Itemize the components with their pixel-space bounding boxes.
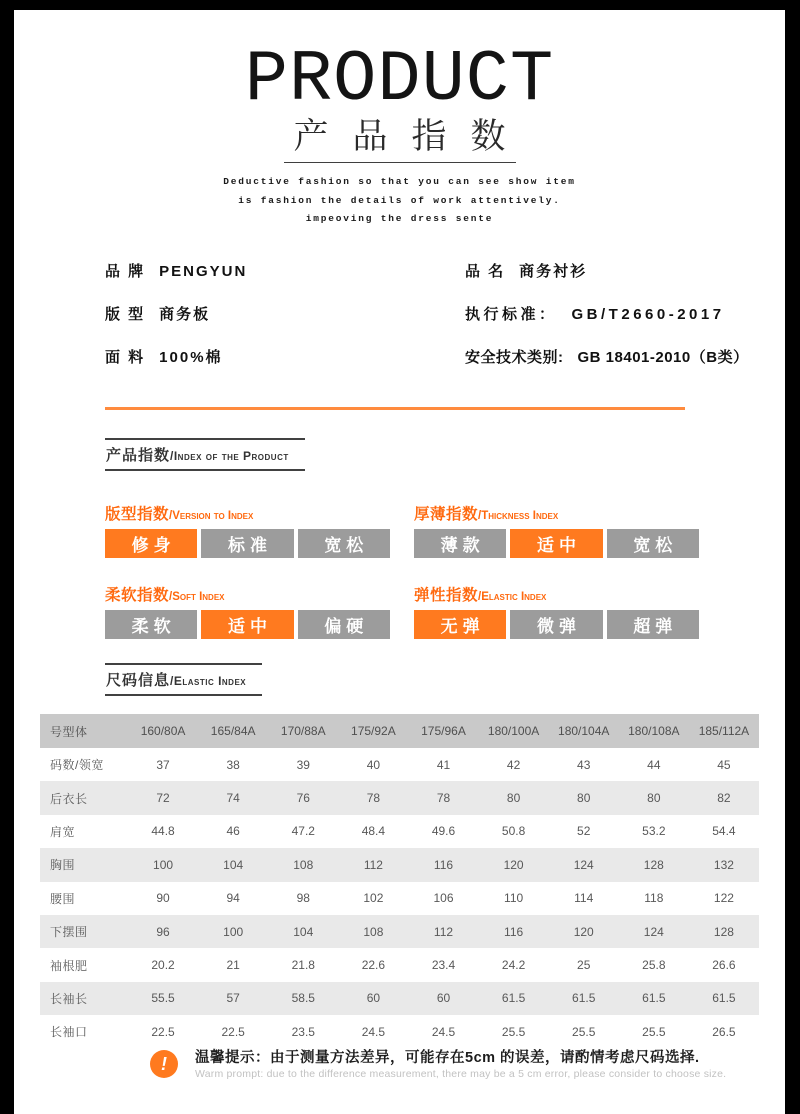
table-row-label: 胸围: [50, 858, 76, 873]
info-label: 执行标准：: [465, 306, 558, 323]
tagline-line: is fashion the details of work attentively.: [238, 194, 561, 206]
table-cell: 100: [223, 924, 244, 939]
table-cell: 61.5: [642, 991, 666, 1006]
table-cell: 116: [504, 924, 524, 939]
index-label: [105, 502, 390, 523]
index-label: [414, 502, 699, 523]
table-cell: 25: [577, 958, 591, 973]
index-block-2: [105, 583, 390, 639]
size-table-header-cell: 160/80A: [140, 724, 186, 738]
info-value: GB 18401-2010（B类）: [577, 349, 749, 366]
size-table-header-cell: 175/92A: [351, 724, 396, 738]
index-block-3: [414, 583, 699, 639]
table-cell: 25.5: [642, 1024, 666, 1039]
product-info-right: [465, 260, 749, 389]
tagline-line: impeoving the dress sente: [305, 213, 494, 224]
orange-divider: [105, 407, 685, 410]
index-grid: [105, 502, 699, 639]
table-cell: 47.2: [291, 824, 315, 839]
table-cell: 76: [296, 791, 310, 806]
table-cell: 42: [506, 757, 521, 772]
table-cell: 90: [156, 891, 170, 906]
section-header-size-info: [105, 663, 262, 696]
table-cell: 22.5: [221, 1024, 245, 1039]
table-cell: 72: [156, 791, 170, 806]
index-option-active: 适中: [510, 529, 602, 558]
table-cell: 48.4: [361, 824, 386, 839]
table-cell: 104: [223, 857, 244, 872]
table-cell: 120: [503, 857, 524, 872]
table-cell: 100: [153, 857, 174, 872]
index-bar-group: [105, 610, 390, 639]
table-cell: 41: [436, 757, 451, 772]
table-cell: 37: [156, 757, 170, 772]
table-row: [40, 815, 759, 848]
table-cell: 23.5: [291, 1024, 315, 1039]
size-table-header-row: [40, 714, 759, 748]
table-cell: 50.8: [501, 824, 526, 839]
table-row-label: 后衣长: [50, 791, 88, 806]
table-cell: 80: [647, 791, 661, 806]
table-row-label: 长袖长: [50, 991, 88, 1006]
table-cell: 26.6: [712, 958, 736, 973]
section-header-product-index: [105, 438, 305, 471]
table-cell: 94: [226, 891, 240, 906]
index-option: 标准: [201, 529, 293, 558]
table-cell: 25.8: [642, 958, 666, 973]
table-cell: 39: [296, 757, 310, 772]
size-table-header-label: 号型体: [50, 724, 88, 739]
index-option: 宽松: [298, 529, 390, 558]
info-row-fabric: [105, 346, 247, 389]
table-cell: 114: [574, 891, 594, 906]
size-table-header-cell: 180/104A: [558, 724, 610, 738]
exclamation-icon: [150, 1050, 178, 1078]
info-label: 品 牌: [105, 263, 146, 280]
table-row: [40, 748, 759, 781]
table-cell: 112: [363, 857, 383, 872]
page-title: PRODUCT: [244, 39, 555, 121]
table-cell: 43: [577, 757, 591, 772]
table-cell: 78: [366, 791, 381, 806]
index-label-cn: 柔软指数: [105, 587, 170, 604]
index-block-1: [414, 502, 699, 558]
section-title-cn: 产品指数: [106, 447, 171, 464]
table-cell: 21: [226, 958, 240, 973]
table-cell: 102: [363, 891, 384, 906]
section-title-cn: 尺码信息: [106, 672, 171, 689]
table-row-label: 腰围: [50, 891, 76, 906]
table-row-label: 长袖口: [50, 1025, 88, 1040]
index-block-0: [105, 502, 390, 558]
table-cell: 96: [156, 924, 170, 939]
table-cell: 128: [713, 924, 734, 939]
info-label: 版 型: [105, 306, 146, 323]
size-table-header-cell: 170/88A: [280, 724, 326, 738]
table-cell: 38: [226, 757, 240, 772]
info-value: 100%棉: [159, 349, 223, 366]
info-row-fit-type: [105, 303, 247, 346]
index-label-cn: 版型指数: [105, 506, 170, 523]
table-cell: 112: [433, 924, 454, 939]
table-row: [40, 1015, 759, 1048]
table-cell: 61.5: [712, 991, 736, 1006]
table-cell: 132: [713, 857, 734, 872]
table-row: [40, 948, 759, 981]
size-table: [40, 714, 759, 1049]
table-cell: 108: [293, 857, 314, 872]
table-cell: 44: [647, 757, 661, 772]
warning-text-cn: 温馨提示：由于测量方法差异，可能存在5cm 的误差，请酌情考虑尺码选择.: [195, 1050, 700, 1066]
table-cell: 60: [436, 991, 451, 1006]
table-cell: 22.6: [361, 958, 386, 973]
size-table-header-cell: 175/96A: [421, 724, 466, 738]
table-cell: 80: [506, 791, 521, 806]
index-option: 柔软: [105, 610, 197, 639]
index-option: 超弹: [607, 610, 699, 639]
table-row: [40, 781, 759, 814]
table-cell: 45: [717, 757, 731, 772]
table-cell: 104: [293, 924, 314, 939]
table-cell: 61.5: [572, 991, 596, 1006]
table-cell: 80: [577, 791, 591, 806]
table-cell: 55.5: [151, 991, 175, 1006]
info-row-product-name: [465, 260, 749, 303]
table-cell: 53.2: [642, 824, 666, 839]
table-cell: 60: [366, 991, 381, 1006]
table-cell: 116: [433, 857, 454, 872]
section-title-en: /Index of the Product: [170, 449, 289, 463]
table-cell: 118: [644, 891, 664, 906]
index-option-active: 修身: [105, 529, 197, 558]
table-cell: 124: [573, 857, 594, 872]
table-cell: 57: [226, 991, 240, 1006]
table-cell: 44.8: [151, 824, 175, 839]
table-cell: 128: [643, 857, 664, 872]
index-bar-group: [105, 529, 390, 558]
index-option: 宽松: [607, 529, 699, 558]
info-row-safety-class: [465, 346, 749, 389]
warning-text-en: Warm prompt: due to the difference measurement, there may be a 5 cm error, please consider to choose size.: [195, 1068, 727, 1080]
table-cell: 122: [713, 891, 734, 906]
size-table-header-cell: 180/108A: [628, 724, 680, 738]
subtitle-underline: [284, 162, 516, 163]
index-bar-group: [414, 610, 699, 639]
table-row: [40, 982, 759, 1015]
size-table-header-cell: 185/112A: [698, 724, 750, 738]
table-cell: 124: [643, 924, 664, 939]
table-cell: 23.4: [431, 958, 456, 973]
table-cell: 20.2: [151, 958, 175, 973]
table-cell: 24.5: [431, 1024, 456, 1039]
table-row: [40, 848, 759, 881]
table-cell: 40: [366, 757, 381, 772]
table-cell: 106: [433, 891, 454, 906]
table-cell: 22.5: [151, 1024, 175, 1039]
info-value: 商务板: [159, 306, 211, 323]
index-option-active: 适中: [201, 610, 293, 639]
exclamation-glyph: !: [161, 1053, 167, 1074]
table-cell: 78: [436, 791, 451, 806]
info-row-brand: [105, 260, 247, 303]
table-cell: 26.5: [712, 1024, 736, 1039]
info-label: 面 料: [105, 349, 146, 366]
index-label-en: /Version to Index: [169, 510, 254, 522]
table-cell: 24.2: [501, 958, 526, 973]
table-row: [40, 915, 759, 948]
index-label-en: /Thickness Index: [478, 510, 559, 522]
table-cell: 21.8: [291, 958, 315, 973]
index-label: [414, 583, 699, 604]
table-cell: 49.6: [431, 824, 456, 839]
page-subtitle-cn: 产品指数: [293, 117, 530, 156]
index-label: [105, 583, 390, 604]
table-cell: 120: [573, 924, 594, 939]
info-value: PENGYUN: [159, 263, 248, 280]
table-cell: 24.5: [361, 1024, 386, 1039]
section-title-en: /Elastic Index: [170, 674, 247, 688]
index-label-cn: 弹性指数: [414, 587, 479, 604]
table-row: [40, 882, 759, 915]
size-table-header-cell: 180/100A: [487, 724, 540, 738]
tagline-line: Deductive fashion so that you can see show item: [223, 176, 576, 187]
index-option: 偏硬: [298, 610, 390, 639]
table-cell: 46: [226, 824, 240, 839]
table-cell: 52: [577, 824, 591, 839]
table-cell: 82: [717, 791, 731, 806]
info-value: 商务衬衫: [519, 263, 588, 280]
content-area: [14, 10, 785, 1114]
table-row-label: 码数/领宽: [50, 758, 104, 773]
table-cell: 108: [363, 924, 384, 939]
info-row-standard: [465, 303, 749, 346]
table-cell: 58.5: [291, 991, 315, 1006]
info-label: 品 名: [465, 263, 506, 280]
table-row-label: 肩宽: [50, 824, 76, 839]
size-table-header-cell: 165/84A: [210, 724, 256, 738]
table-cell: 61.5: [501, 991, 526, 1006]
index-label-en: /Soft Index: [169, 591, 225, 603]
index-label-cn: 厚薄指数: [414, 506, 479, 523]
index-bar-group: [414, 529, 699, 558]
table-cell: 25.5: [501, 1024, 526, 1039]
table-cell: 54.4: [712, 824, 736, 839]
index-option-active: 无弹: [414, 610, 506, 639]
table-row-label: 下摆围: [50, 925, 88, 940]
table-cell: 25.5: [572, 1024, 596, 1039]
tagline: [14, 173, 785, 229]
product-info-left: [105, 260, 247, 389]
table-cell: 98: [296, 891, 310, 906]
index-option: 薄款: [414, 529, 506, 558]
table-row-label: 袖根肥: [50, 958, 88, 973]
table-cell: 110: [504, 891, 524, 906]
index-option: 微弹: [510, 610, 602, 639]
info-label: 安全技术类别:: [465, 349, 564, 366]
index-label-en: /Elastic Index: [478, 591, 547, 603]
info-value: GB/T2660-2017: [571, 306, 725, 323]
table-cell: 74: [226, 791, 240, 806]
